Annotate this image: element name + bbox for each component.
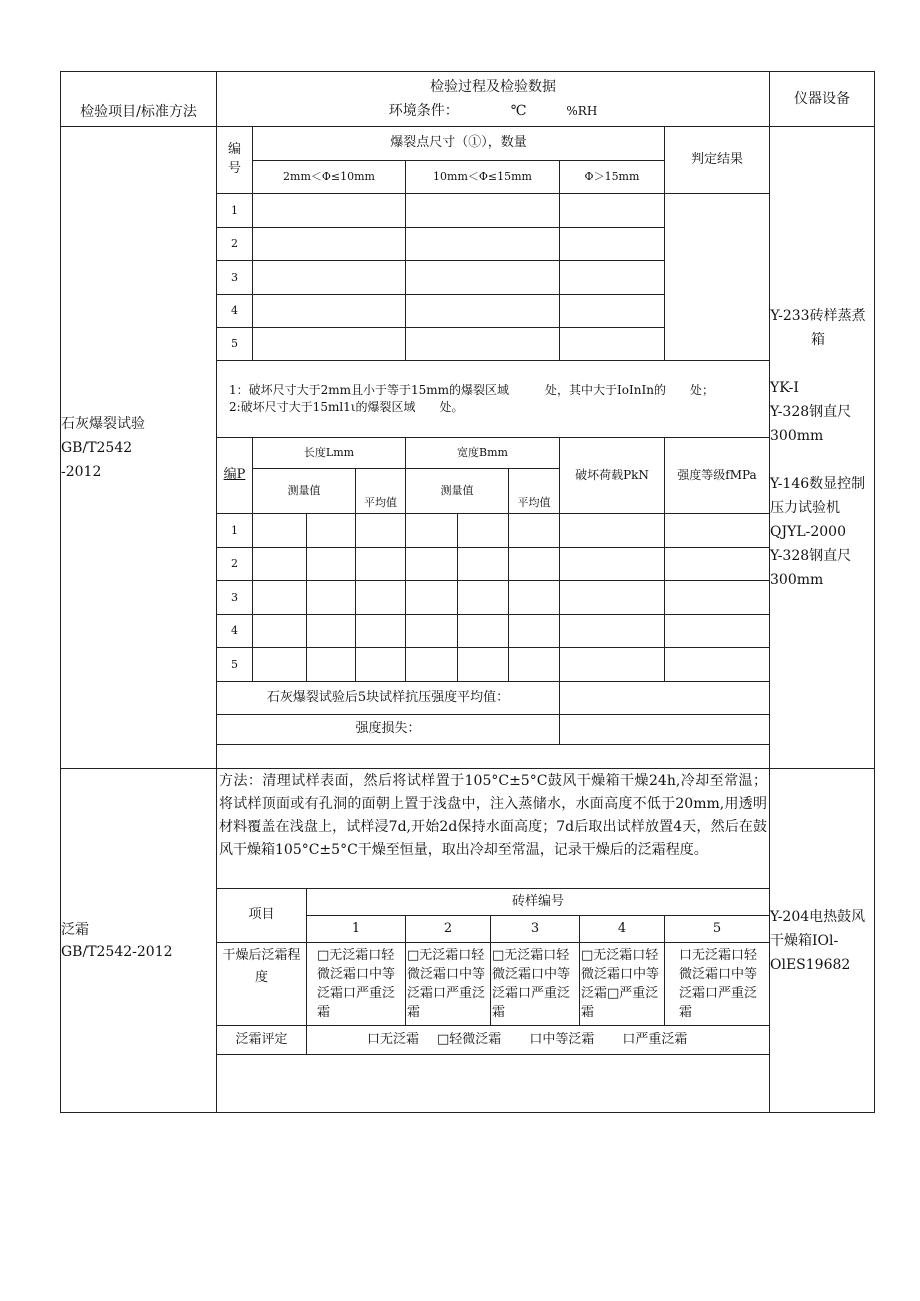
t2-value-cell[interactable]	[559, 547, 665, 581]
t2-value-cell[interactable]	[508, 647, 560, 682]
t2-strength-label: 强度等级fMPa	[677, 467, 757, 482]
t1-count-cell[interactable]	[559, 193, 665, 228]
t1-c1	[252, 160, 406, 194]
header-process: 检验过程及检验数据	[430, 78, 556, 95]
t2-value-cell[interactable]	[559, 580, 665, 615]
t2-value-cell[interactable]	[252, 614, 307, 648]
t2-length-label: 长度Lmm	[303, 446, 355, 460]
t1-size-header	[252, 126, 665, 161]
brick-col-header-text: 5	[712, 920, 722, 936]
header-item-cell	[60, 71, 217, 127]
equipment-line: Y-146数显控制	[770, 475, 866, 492]
t2-no-label: 编P	[223, 467, 246, 483]
t2-value-cell[interactable]	[559, 513, 665, 548]
brick-col-header-text: 4	[617, 920, 627, 936]
rating-severe[interactable]: 口严重泛霜	[622, 1031, 688, 1047]
t2-length-header	[252, 437, 406, 469]
efflo-equipment-cell	[769, 768, 875, 1113]
t1-c3	[559, 160, 665, 194]
t2-value-cell[interactable]	[508, 614, 560, 648]
t2-value-cell[interactable]	[306, 547, 356, 581]
lime-notes	[216, 360, 770, 438]
header-equipment-cell	[769, 71, 875, 127]
header-item: 检验项目/标准方法	[80, 103, 197, 120]
t2-value-cell[interactable]	[508, 580, 560, 615]
env-label: 环境条件：	[388, 103, 459, 119]
measured-label: 测量值	[287, 484, 321, 497]
brick-col-header	[490, 915, 580, 943]
t1-count-cell[interactable]	[405, 327, 560, 361]
t2-value-cell[interactable]	[457, 614, 509, 648]
efflo-blank-row	[216, 1054, 770, 1113]
efflo-degree-options-text: 口无泛霜口轻微泛霜口中等泛霜口严重泛霜	[679, 948, 758, 1020]
avg-label: 平均值	[517, 496, 551, 510]
t1-size-label: 爆裂点尺寸（①），数量	[390, 135, 527, 151]
t2-value-cell[interactable]	[306, 580, 356, 615]
t2-width-measured	[405, 468, 509, 514]
note-1: 1：破坏尺寸大于2mm且小于等于15mm的爆裂区域 处，其中大于IoInIn的 处；	[229, 383, 714, 397]
brick-col-header-text: 3	[530, 920, 540, 936]
t1-count-cell[interactable]	[405, 193, 560, 228]
lime-item-cell	[60, 126, 217, 769]
equipment-line: 干燥箱IOl-	[770, 932, 839, 949]
efflo-degree-options-text: □无泛霜口轻微泛霜口中等泛霜□严重泛霜	[581, 948, 660, 1020]
t1-row-no	[216, 327, 253, 361]
t2-value-cell[interactable]	[559, 647, 665, 682]
t1-c3-label: Φ＞15mm	[584, 170, 640, 184]
t2-value-cell[interactable]	[664, 513, 770, 548]
t1-row-no-text: 2	[231, 237, 238, 251]
rh-unit: %RH	[566, 104, 598, 118]
rating-label: 泛霜评定	[235, 1031, 288, 1047]
rating-options	[306, 1025, 770, 1055]
avg-strength-label-cell	[216, 681, 560, 715]
t1-result-cell[interactable]	[664, 193, 770, 361]
t1-count-cell[interactable]	[405, 294, 560, 328]
efflo-degree-options[interactable]	[306, 942, 406, 1026]
equipment-line: 300mm	[770, 427, 824, 444]
t2-value-cell[interactable]	[664, 647, 770, 682]
efflo-row-label: 干燥后泛霜程度	[222, 948, 301, 985]
t1-count-cell[interactable]	[252, 327, 406, 361]
note-2: 2:破坏尺寸大于15ml1ι的爆裂区域 处。	[229, 400, 464, 414]
t1-row-no-text: 4	[231, 304, 238, 318]
t2-value-cell[interactable]	[252, 580, 307, 615]
t1-count-cell[interactable]	[559, 294, 665, 328]
env-conditions	[389, 101, 598, 121]
efflo-degree-options[interactable]	[405, 942, 491, 1026]
lime-standard: GB/T2542	[61, 439, 133, 456]
t2-row-no	[216, 547, 253, 581]
brick-col-header-text: 2	[443, 920, 453, 936]
brick-col-header	[664, 915, 770, 943]
t1-count-cell[interactable]	[252, 193, 406, 228]
equipment-line: OlES19682	[770, 956, 851, 973]
t2-value-cell[interactable]	[306, 513, 356, 548]
equipment-line: 300mm	[770, 571, 824, 588]
t2-value-cell[interactable]	[457, 547, 509, 581]
lime-item-name: 石灰爆裂试验	[61, 415, 145, 432]
t1-no-label: 编号	[227, 142, 241, 176]
t2-value-cell[interactable]	[405, 547, 458, 581]
t2-width-header	[405, 437, 560, 469]
efflo-degree-options[interactable]	[490, 942, 580, 1026]
t2-load-label: 破坏荷载PkN	[575, 467, 649, 482]
t2-value-cell[interactable]	[508, 547, 560, 581]
brick-col-header-text: 1	[351, 920, 361, 936]
brick-col-header	[306, 915, 406, 943]
t1-count-cell[interactable]	[559, 227, 665, 261]
efflo-degree-options-text: □无泛霜口轻微泛霜口中等泛霜口严重泛霜	[492, 948, 571, 1020]
t2-row-no-text: 4	[231, 624, 238, 638]
lime-standard-year: -2012	[61, 463, 102, 480]
efflo-degree-options-text: □无泛霜口轻微泛霜口中等泛霜口严重泛霜	[407, 948, 486, 1020]
rating-label-cell	[216, 1025, 307, 1055]
t2-width-label: 宽度Bmm	[457, 446, 508, 460]
brick-col-header	[405, 915, 491, 943]
t2-row-no-text: 2	[231, 557, 238, 571]
efflo-degree-options-text: □无泛霜口轻微泛霜口中等泛霜口严重泛霜	[317, 948, 396, 1020]
t1-row-no	[216, 294, 253, 328]
t1-count-cell[interactable]	[252, 227, 406, 261]
header-equipment: 仪器设备	[794, 90, 850, 107]
efflo-standard: GB/T2542-2012	[61, 943, 173, 960]
t1-row-no-text: 5	[231, 337, 238, 351]
equipment-line: QJYL-2000	[770, 523, 846, 540]
t2-value-cell[interactable]	[355, 580, 406, 615]
t2-row-no	[216, 513, 253, 548]
t2-value-cell[interactable]	[355, 614, 406, 648]
t2-value-cell[interactable]	[405, 647, 458, 682]
t2-value-cell[interactable]	[508, 513, 560, 548]
efflo-degree-options[interactable]	[579, 942, 665, 1026]
method-text: 方法：清理试样表面，然后将试样置于105°C±5°C鼓风干燥箱干燥24h,冷却至常温；将试样顶面或有孔洞的面朝上置于浅盘中，注入蒸储水，水面高度不低于20mm,用透明材料覆盖在浅盘上，试样浸7d,开始2d保持水面高度；7d后取出试样放置4天，然后在鼓风干燥箱105°C±5°C干燥至恒量，取出冷却至常温，记录干燥后的泛霜程度。	[219, 773, 767, 858]
equipment-line: Y-328钢直尺	[770, 547, 852, 564]
rating-moderate[interactable]: 口中等泛霜	[529, 1031, 595, 1047]
equipment-line: Y-328钢直尺	[770, 403, 852, 420]
t2-value-cell[interactable]	[252, 547, 307, 581]
equipment-line: YK-I	[770, 379, 799, 396]
t1-no-header	[216, 126, 253, 194]
strength-loss-value[interactable]	[559, 714, 770, 745]
t2-row-no-text: 5	[231, 657, 238, 671]
efflo-row-label-cell	[216, 942, 307, 1026]
t1-result-header	[664, 126, 770, 194]
t1-row-no	[216, 227, 253, 261]
t2-value-cell[interactable]	[355, 513, 406, 548]
avg-strength-label: 石灰爆裂试验后5块试样抗压强度平均值：	[266, 689, 510, 705]
t1-row-no	[216, 260, 253, 295]
t2-length-measured	[252, 468, 356, 514]
strength-loss-label: 强度损失：	[355, 721, 421, 737]
brick-col-header	[579, 915, 665, 943]
t2-load-header	[559, 437, 665, 514]
t2-row-no-text: 3	[231, 590, 238, 604]
t1-result-label: 判定结果	[690, 151, 743, 167]
t2-value-cell[interactable]	[559, 614, 665, 648]
t2-value-cell[interactable]	[664, 614, 770, 648]
t2-value-cell[interactable]	[405, 614, 458, 648]
t1-count-cell[interactable]	[559, 327, 665, 361]
t2-value-cell[interactable]	[355, 547, 406, 581]
t2-strength-header	[664, 437, 770, 514]
t2-value-cell[interactable]	[252, 513, 307, 548]
t1-count-cell[interactable]	[405, 260, 560, 295]
t2-value-cell[interactable]	[405, 513, 458, 548]
item-label: 项目	[248, 907, 275, 923]
avg-label: 平均值	[364, 496, 397, 510]
t2-width-avg	[508, 468, 560, 514]
t1-count-cell[interactable]	[252, 260, 406, 295]
t1-c2-label: 10mm＜Φ≤15mm	[433, 170, 532, 184]
temp-unit: ℃	[510, 103, 527, 119]
t1-c1-label: 2mm＜Φ≤10mm	[283, 170, 375, 184]
measured-label: 测量值	[440, 484, 474, 497]
efflo-item-cell	[60, 768, 217, 1113]
rating-none[interactable]: 口无泛霜	[367, 1031, 420, 1047]
t2-value-cell[interactable]	[355, 647, 406, 682]
t1-row-no-text: 1	[231, 203, 238, 217]
t2-value-cell[interactable]	[405, 580, 458, 615]
efflo-method	[216, 768, 770, 889]
t1-count-cell[interactable]	[252, 294, 406, 328]
t2-row-no	[216, 647, 253, 682]
t1-row-no-text: 3	[231, 270, 238, 284]
t2-value-cell[interactable]	[664, 547, 770, 581]
t1-row-no	[216, 193, 253, 228]
t2-value-cell[interactable]	[306, 614, 356, 648]
avg-strength-value[interactable]	[559, 681, 770, 715]
header-process-cell	[216, 71, 770, 127]
equipment-line: Y-204电热鼓风	[770, 908, 866, 925]
efflo-item-header	[216, 888, 307, 943]
t2-value-cell[interactable]	[457, 513, 509, 548]
t2-no-header	[216, 437, 253, 514]
lime-equipment-cell	[769, 126, 875, 769]
lime-blank-row	[216, 744, 770, 769]
efflo-item-name: 泛霜	[61, 921, 89, 938]
t2-value-cell[interactable]	[306, 647, 356, 682]
t1-count-cell[interactable]	[405, 227, 560, 261]
strength-loss-label-cell	[216, 714, 560, 745]
t2-value-cell[interactable]	[457, 647, 509, 682]
t2-row-no	[216, 580, 253, 615]
rating-slight[interactable]: □轻微泛霜	[437, 1031, 502, 1047]
t2-value-cell[interactable]	[252, 647, 307, 682]
brick-no-header	[306, 888, 770, 916]
equipment-line: 压力试验机	[770, 499, 840, 516]
t2-length-avg	[355, 468, 406, 514]
t2-row-no-text: 1	[231, 523, 238, 537]
t2-value-cell[interactable]	[457, 580, 509, 615]
t1-count-cell[interactable]	[559, 260, 665, 295]
brick-no-label: 砖样编号	[511, 893, 564, 909]
efflo-degree-options[interactable]	[664, 942, 770, 1026]
t1-c2	[405, 160, 560, 194]
t2-value-cell[interactable]	[664, 580, 770, 615]
t2-row-no	[216, 614, 253, 648]
equipment-line: Y-233砖样蒸煮箱	[770, 307, 866, 348]
